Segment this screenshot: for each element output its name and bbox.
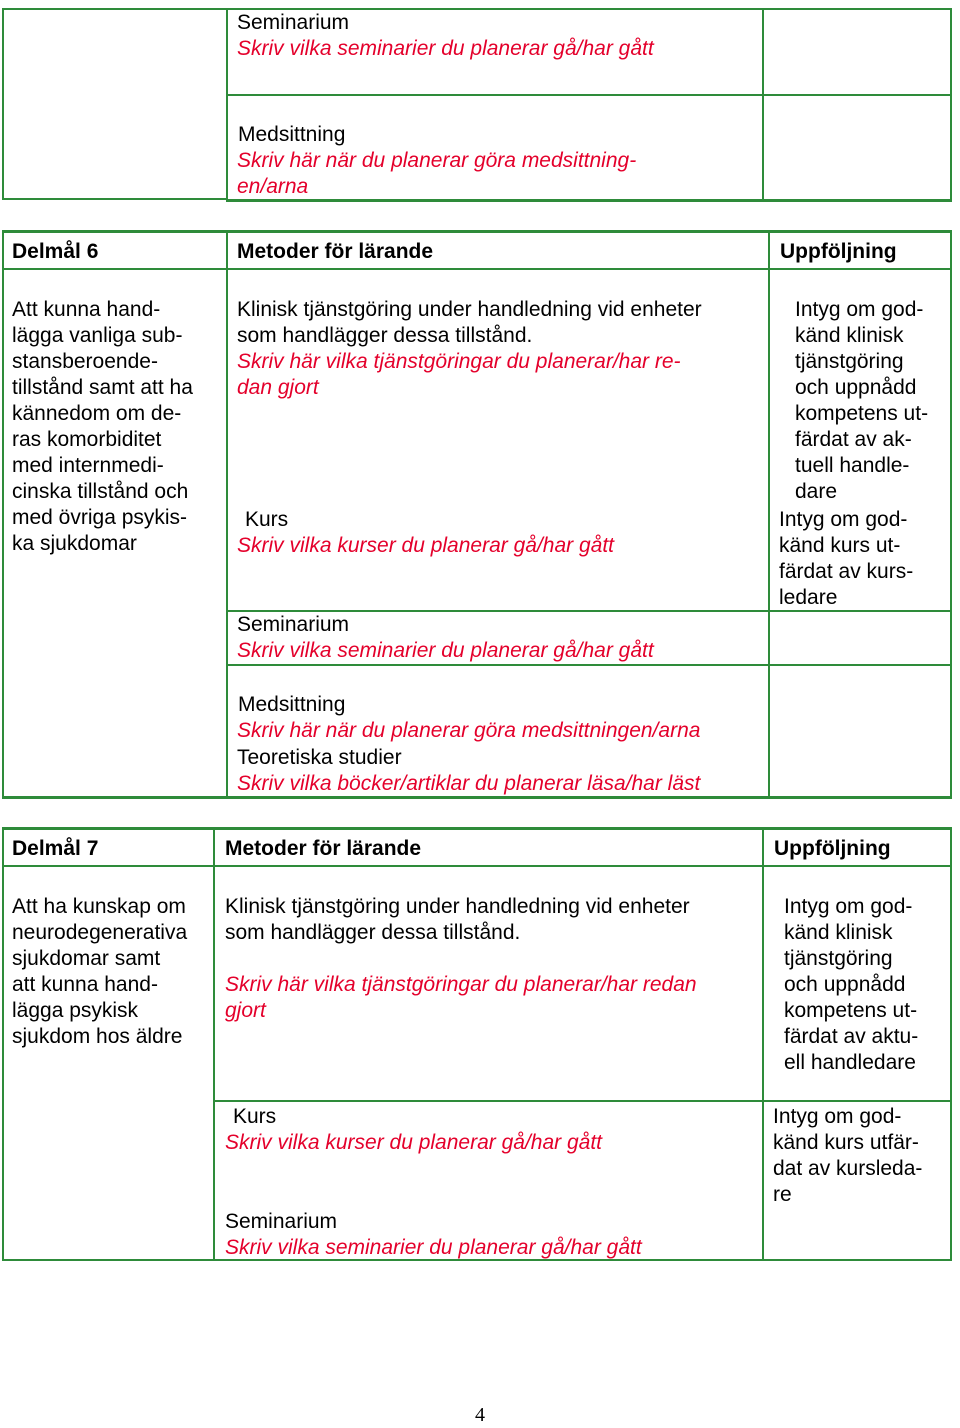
top-seminarium-title: Seminarium [237,11,350,34]
delmal6-header-followup: Uppföljning [780,240,897,263]
delmal6-medsittning-hint: Skriv här när du planerar göra medsittningen/arna [237,719,701,742]
delmal6-goal-text: Att kunna hand- lägga vanliga sub- stansberoende- tillstånd samt att ha kännedom om de- ras komorbiditet med internmedi- cinska tillstånd och med övriga psykis- ka sjukdomar [12,298,193,555]
delmal6-teori-title: Teoretiska studier [237,746,402,769]
delmal7-header-methods: Metoder för lärande [225,837,422,860]
top-medsittning-title: Medsittning [238,123,346,146]
delmal6-header-methods: Metoder för lärande [237,240,434,263]
delmal6-kurs-followup: Intyg om god- känd kurs ut- färdat av kurs- ledare [779,508,914,609]
delmal7-clinical-text: Klinisk tjänstgöring under handledning vid enheter som handlägger dessa tillstånd. [225,895,690,944]
top-left-cell [2,8,228,200]
delmal7-seminarium-title: Seminarium [225,1210,338,1233]
delmal7-clinical-followup: Intyg om god- känd klinisk tjänstgöring och uppnådd kompetens ut- färdat av aktu- ell handledare [784,895,919,1074]
delmal7-kurs-followup: Intyg om god- känd kurs utfär- dat av kursleda- re [773,1105,923,1206]
delmal7-seminarium-hint: Skriv vilka seminarier du planerar gå/har gått [225,1236,642,1259]
delmal6-clinical-text: Klinisk tjänstgöring under handledning vid enheter som handlägger dessa tillstånd. [237,298,702,347]
delmal7-header-followup: Uppföljning [774,837,891,860]
delmal6-followup-cell-seminarium [768,610,952,666]
delmal6-clinical-hint: Skriv här vilka tjänstgöringar du planerar/har re- dan gjort [237,350,681,399]
delmal7-header-goal: Delmål 7 [12,837,99,860]
delmal6-kurs-title: Kurs [245,508,289,531]
delmal6-seminarium-hint: Skriv vilka seminarier du planerar gå/har gått [237,639,654,662]
page-number: 4 [475,1404,485,1426]
delmal7-kurs-hint: Skriv vilka kurser du planerar gå/har gått [225,1131,603,1154]
top-medsittning-hint: Skriv här när du planerar göra medsittning- en/arna [237,149,637,198]
delmal6-kurs-hint: Skriv vilka kurser du planerar gå/har gått [237,534,615,557]
delmal6-medsittning-title: Medsittning [238,693,346,716]
top-seminarium-hint: Skriv vilka seminarier du planerar gå/har gått [237,37,654,60]
delmal7-goal-text: Att ha kunskap om neurodegenerativa sjukdomar samt att kunna hand- lägga psykisk sjukdom hos äldre [12,895,188,1048]
top-seminarium-followup-cell [762,8,952,96]
top-medsittning-followup-cell [762,94,952,202]
delmal7-kurs-title: Kurs [233,1105,277,1128]
delmal6-teori-hint: Skriv vilka böcker/artiklar du planerar läsa/har läst [237,772,701,795]
delmal7-clinical-hint: Skriv här vilka tjänstgöringar du planerar/har redan gjort [225,973,697,1022]
delmal6-header-goal: Delmål 6 [12,240,99,263]
delmal6-clinical-followup: Intyg om god- känd klinisk tjänstgöring och uppnådd kompetens ut- färdat av ak- tuell handle- dare [795,298,929,503]
delmal6-seminarium-title: Seminarium [237,613,350,636]
delmal6-followup-cell-medsittning [768,664,952,799]
